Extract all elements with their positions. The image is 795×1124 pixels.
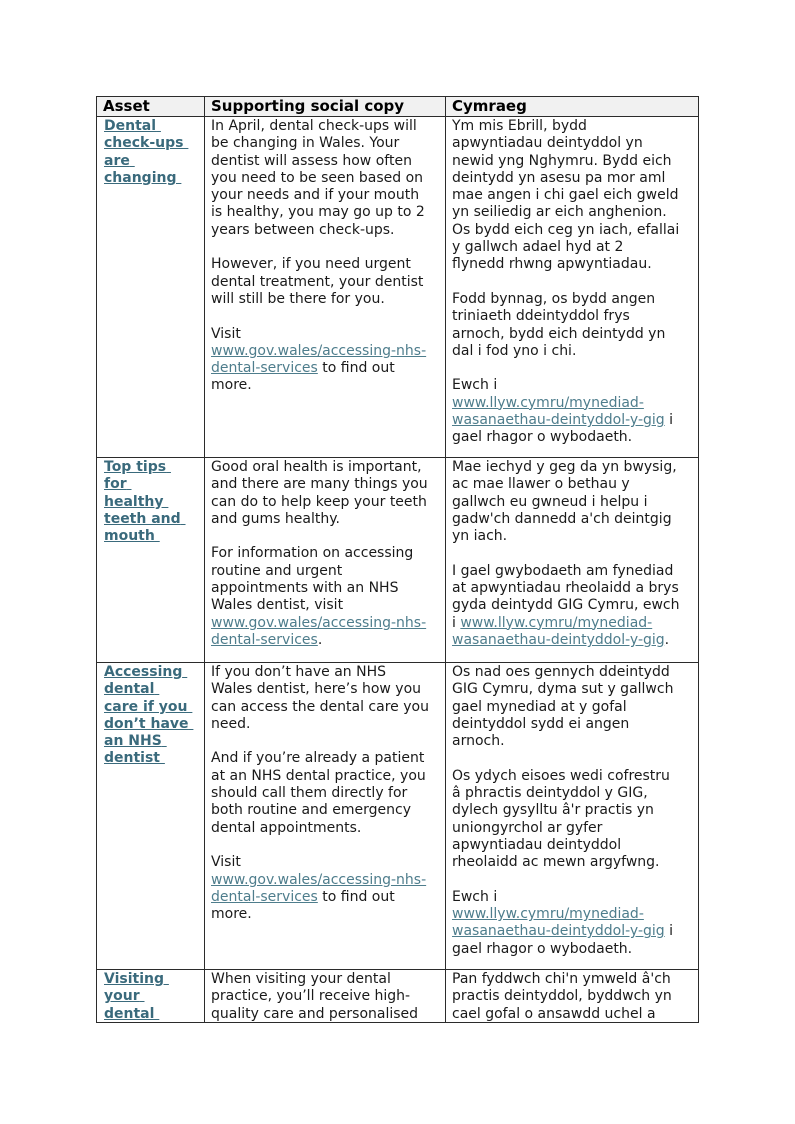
paragraph: I gael gwybodaeth am fynediad at apwyntiadau rheolaidd a brys gyda deintydd GIG Cymru, ewch i www.llyw.cymru/mynediad-wasanaethau-deintyddol-y-gig. bbox=[452, 562, 680, 648]
asset-cell bbox=[97, 970, 205, 1023]
paragraph: And if you’re already a patient at an NHS dental practice, you should call them directly for both routine and emergency dental appointments. bbox=[211, 750, 426, 836]
table-header-row bbox=[97, 97, 699, 117]
social-copy-cell bbox=[205, 117, 446, 458]
paragraph: Os nad oes gennych ddeintydd GIG Cymru, dyma sut y gallwch gael mynediad at y gofal deintyddol sydd ei angen arnoch. bbox=[452, 664, 674, 750]
table-body bbox=[97, 117, 699, 1023]
social-copy-cell bbox=[205, 663, 446, 970]
paragraph: In April, dental check-ups will be changing in Wales. Your dentist will assess how often you need to be seen based on your needs and if your mouth is healthy, you may go up to 2 years between check-ups. bbox=[211, 118, 425, 238]
inline-link[interactable]: www.gov.wales/accessing-nhs-dental-services bbox=[211, 342, 427, 377]
asset-cell bbox=[97, 458, 205, 663]
header-cell-cymraeg: Cymraeg bbox=[446, 97, 699, 117]
paragraph: Visit www.gov.wales/accessing-nhs-dental-services to find out more. bbox=[211, 325, 427, 394]
paragraph: Ewch i www.llyw.cymru/mynediad-wasanaethau-deintyddol-y-gig i gael rhagor o wybodaeth. bbox=[452, 888, 674, 957]
paragraph: If you don’t have an NHS Wales dentist, here’s how you can access the dental care you need. bbox=[211, 664, 429, 732]
table-row bbox=[97, 117, 699, 458]
inline-link[interactable]: www.llyw.cymru/mynediad-wasanaethau-deintyddol-y-gig bbox=[452, 394, 665, 429]
content-table bbox=[96, 96, 699, 1023]
asset-link[interactable]: Visiting your dental bbox=[104, 971, 169, 1022]
table-page-clip bbox=[96, 96, 699, 1023]
table-row bbox=[97, 970, 699, 1023]
cymraeg-cell bbox=[446, 117, 699, 458]
asset-cell bbox=[97, 117, 205, 458]
paragraph: Fodd bynnag, os bydd angen triniaeth ddeintyddol frys arnoch, bydd eich deintydd yn dal i fod yno i chi. bbox=[452, 290, 666, 359]
paragraph: Pan fyddwch chi'n ymweld â'ch practis deintyddol, byddwch yn cael gofal o ansawdd uchel a bbox=[452, 971, 672, 1022]
table-row bbox=[97, 458, 699, 663]
paragraph: Good oral health is important, and there are many things you can do to help keep your teeth and gums healthy. bbox=[211, 459, 428, 527]
paragraph: Os ydych eisoes wedi cofrestru â phractis deintyddol y GIG, dylech gysylltu â'r practis yn uniongyrchol ar gyfer apwyntiadau deintyddol rheolaidd ac mewn argyfwng. bbox=[452, 767, 670, 871]
cymraeg-cell bbox=[446, 663, 699, 970]
paragraph: Visit www.gov.wales/accessing-nhs-dental-services to find out more. bbox=[211, 854, 427, 923]
asset-link[interactable]: Top tips for healthy teeth and mouth bbox=[104, 459, 186, 545]
asset-link[interactable]: Dental check-ups are changing bbox=[104, 118, 189, 186]
paragraph: For information on accessing routine and urgent appointments with an NHS Wales dentist, visit www.gov.wales/accessing-nhs-dental-services. bbox=[211, 545, 427, 648]
inline-link[interactable]: www.llyw.cymru/mynediad-wasanaethau-deintyddol-y-gig bbox=[452, 614, 665, 648]
cymraeg-cell bbox=[446, 458, 699, 663]
paragraph: When visiting your dental practice, you’ll receive high-quality care and personalised bbox=[211, 971, 419, 1022]
table-row bbox=[97, 663, 699, 970]
asset-link[interactable]: Accessing dental care if you don’t have an NHS dentist bbox=[104, 664, 194, 767]
header-cell-social-copy: Supporting social copy bbox=[205, 97, 446, 117]
paragraph: Mae iechyd y geg da yn bwysig, ac mae llawer o bethau y gallwch eu gwneud i helpu i gadw'ch dannedd a'ch deintgig yn iach. bbox=[452, 459, 677, 545]
social-copy-cell bbox=[205, 458, 446, 663]
paragraph: However, if you need urgent dental treatment, your dentist will still be there for you. bbox=[211, 256, 424, 307]
inline-link[interactable]: www.gov.wales/accessing-nhs-dental-services bbox=[211, 871, 427, 905]
social-copy-cell bbox=[205, 970, 446, 1023]
inline-link[interactable]: www.llyw.cymru/mynediad-wasanaethau-deintyddol-y-gig bbox=[452, 906, 665, 940]
inline-link[interactable]: www.gov.wales/accessing-nhs-dental-services bbox=[211, 614, 427, 648]
cymraeg-cell bbox=[446, 970, 699, 1023]
asset-cell bbox=[97, 663, 205, 970]
paragraph: Ewch i www.llyw.cymru/mynediad-wasanaethau-deintyddol-y-gig i gael rhagor o wybodaeth. bbox=[452, 377, 674, 446]
paragraph: Ym mis Ebrill, bydd apwyntiadau deintyddol yn newid yng Nghymru. Bydd eich deintydd yn asesu pa mor aml mae angen i chi gael eich gweld yn seiliedig ar eich anghenion. Os bydd eich ceg yn iach, efallai y gallwch adael hyd at 2 flynedd rhwng apwyntiadau. bbox=[452, 118, 680, 273]
header-cell-asset: Asset bbox=[97, 97, 205, 117]
